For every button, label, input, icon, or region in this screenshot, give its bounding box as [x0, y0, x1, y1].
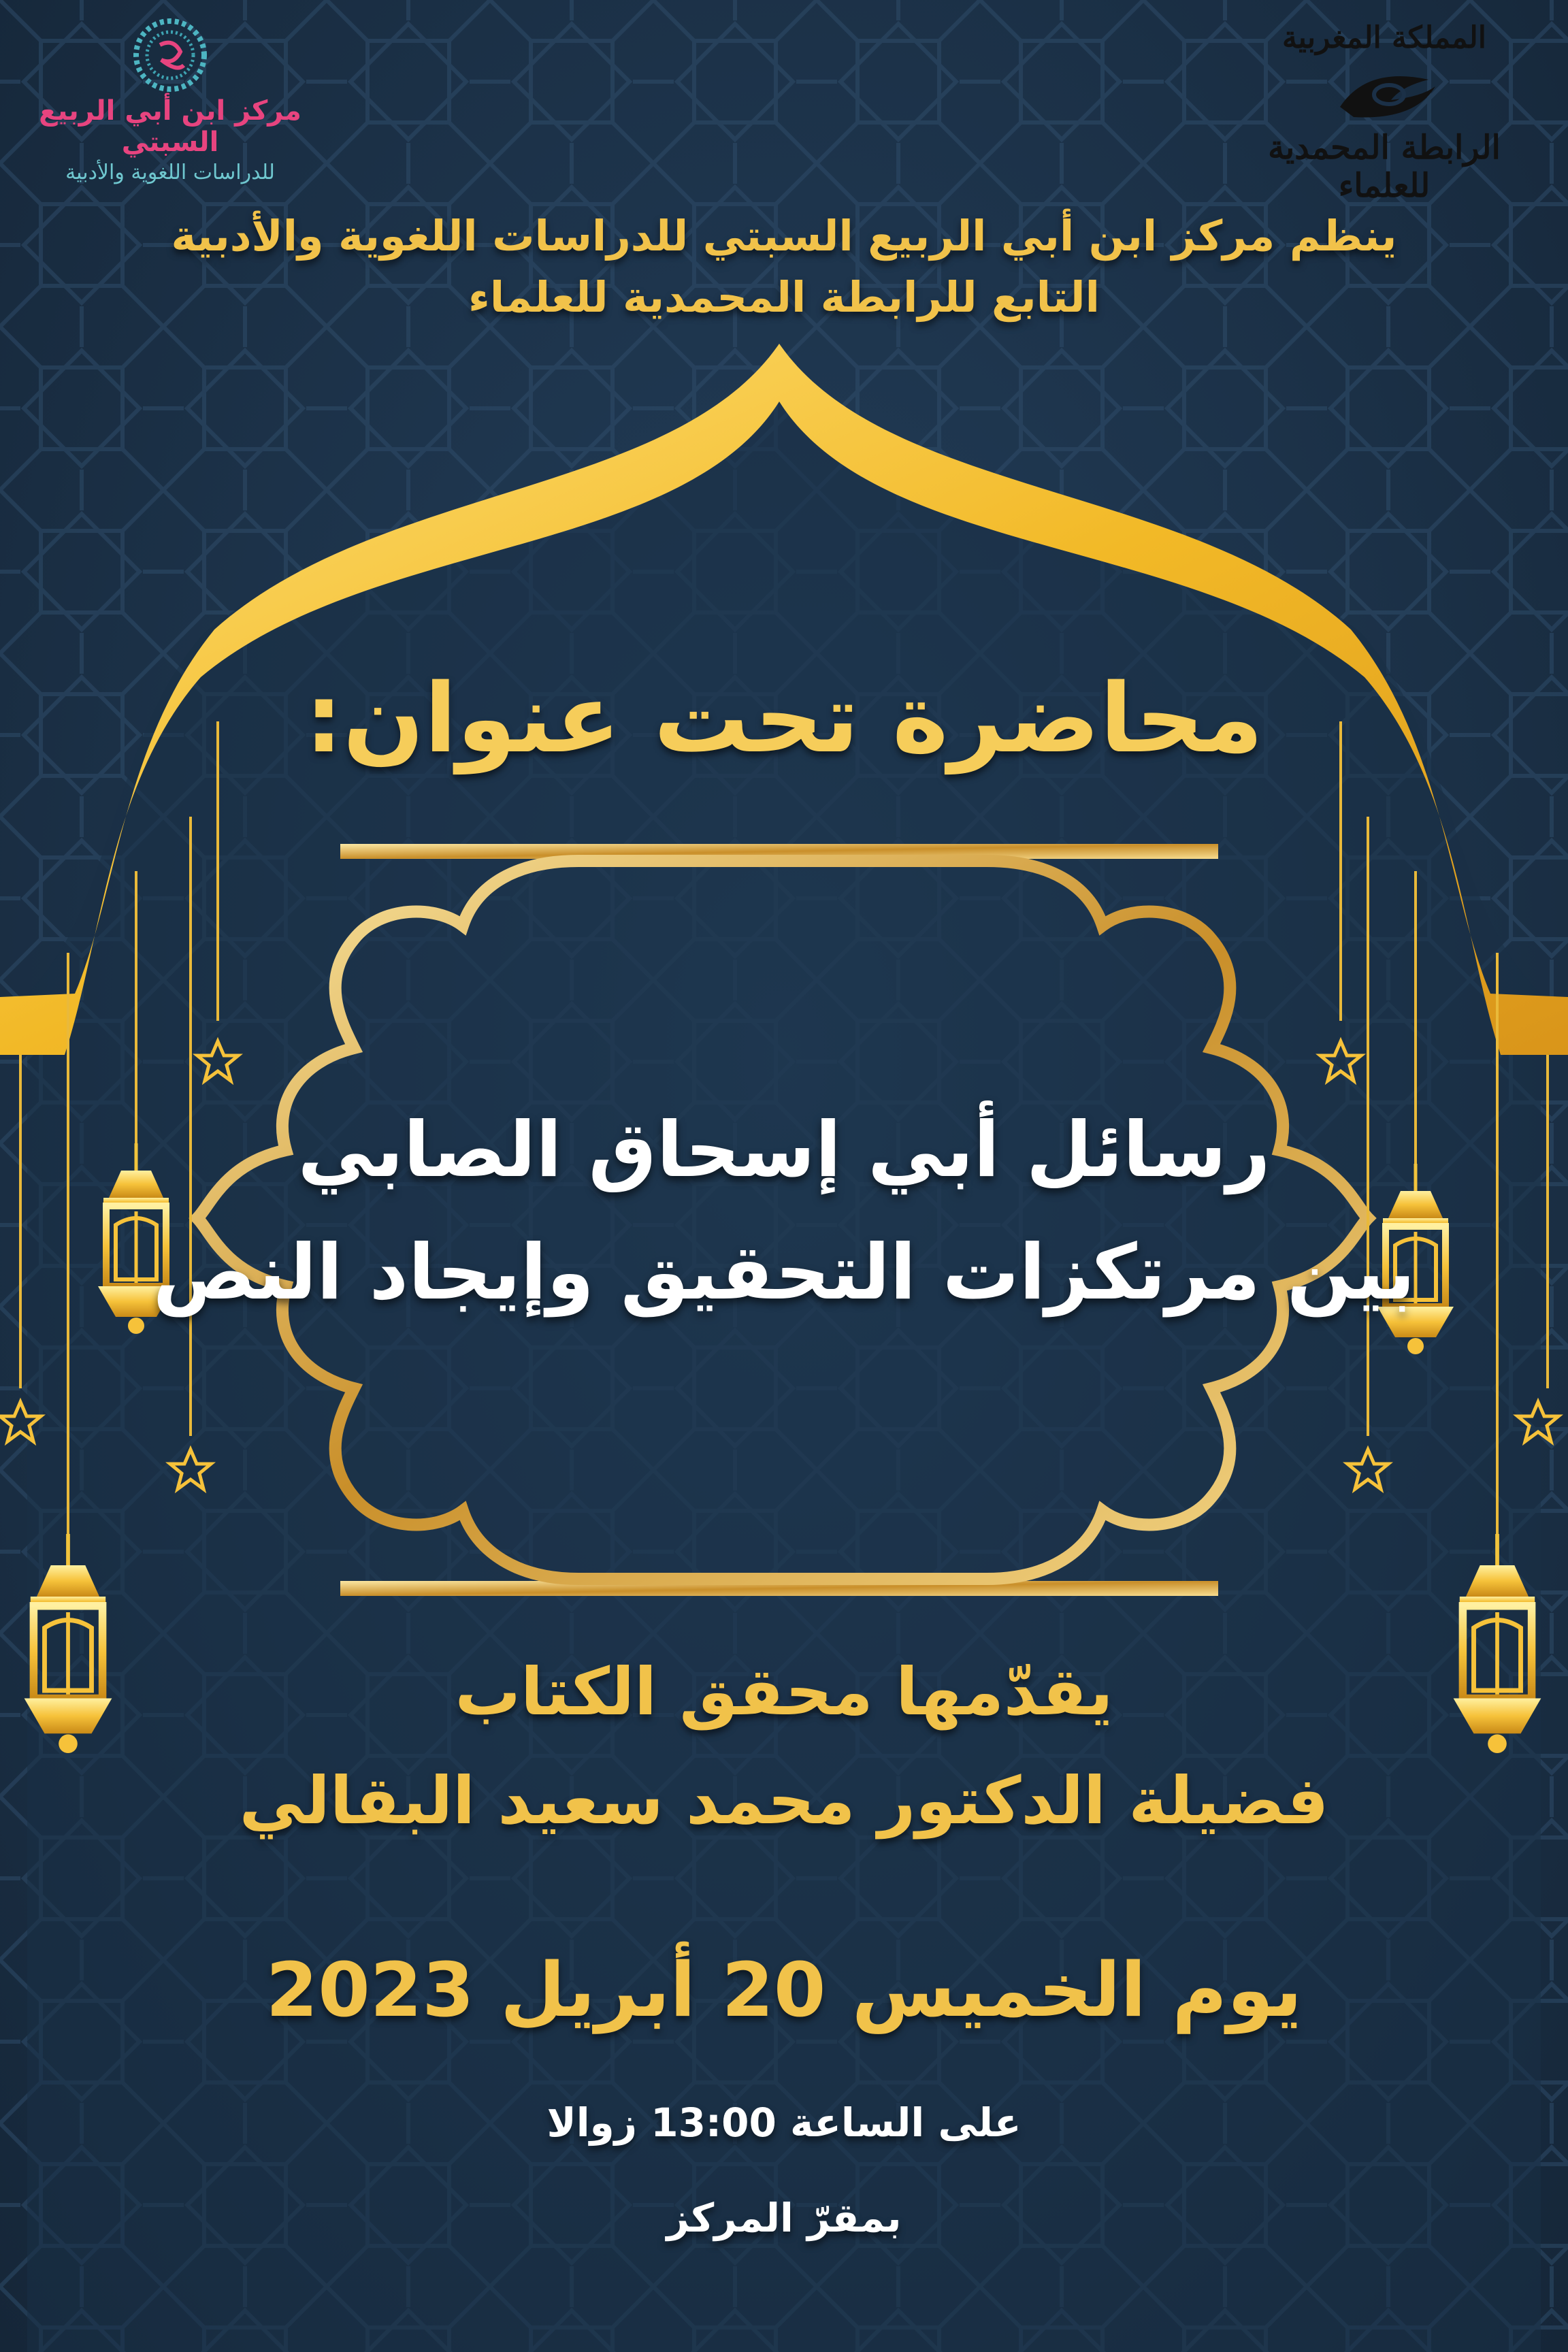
kingdom-label: المملكة المغربية [1282, 20, 1486, 55]
presenter-line-1: يقدّمها محقق الكتاب [455, 1654, 1113, 1730]
center-logo [27, 14, 313, 197]
event-date: يوم الخميس 20 أبريل 2023 [265, 1946, 1303, 2034]
event-venue: بمقرّ المركز [666, 2195, 902, 2241]
intro-line-1: ينظم مركز ابن أبي الربيع السبتي للدراسات اللغوية والأدبية [171, 211, 1397, 261]
center-logo-subtitle: للدراسات اللغوية والأدبية [65, 161, 275, 184]
league-name: الرابطة المحمدية للعلماء [1268, 129, 1501, 205]
league-logo [1241, 20, 1527, 204]
calligraphy-seal-icon [112, 18, 228, 93]
lecture-label: محاضرة تحت عنوان: [304, 664, 1264, 774]
presenter-name: فضيلة الدكتور محمد سعيد البقالي [239, 1763, 1329, 1839]
event-time: على الساعة 13:00 زوالا [546, 2100, 1022, 2146]
center-logo-name: مركز ابن أبي الربيع السبتي [39, 95, 301, 158]
intro-line-2: التابع للرابطة المحمدية للعلماء [468, 272, 1100, 322]
league-emblem-icon [1326, 59, 1442, 127]
lecture-title-line-1: رسائل أبي إسحاق الصابي [297, 1106, 1271, 1194]
lecture-title-line-2: بين مرتكزات التحقيق وإيجاد النص [152, 1228, 1416, 1317]
